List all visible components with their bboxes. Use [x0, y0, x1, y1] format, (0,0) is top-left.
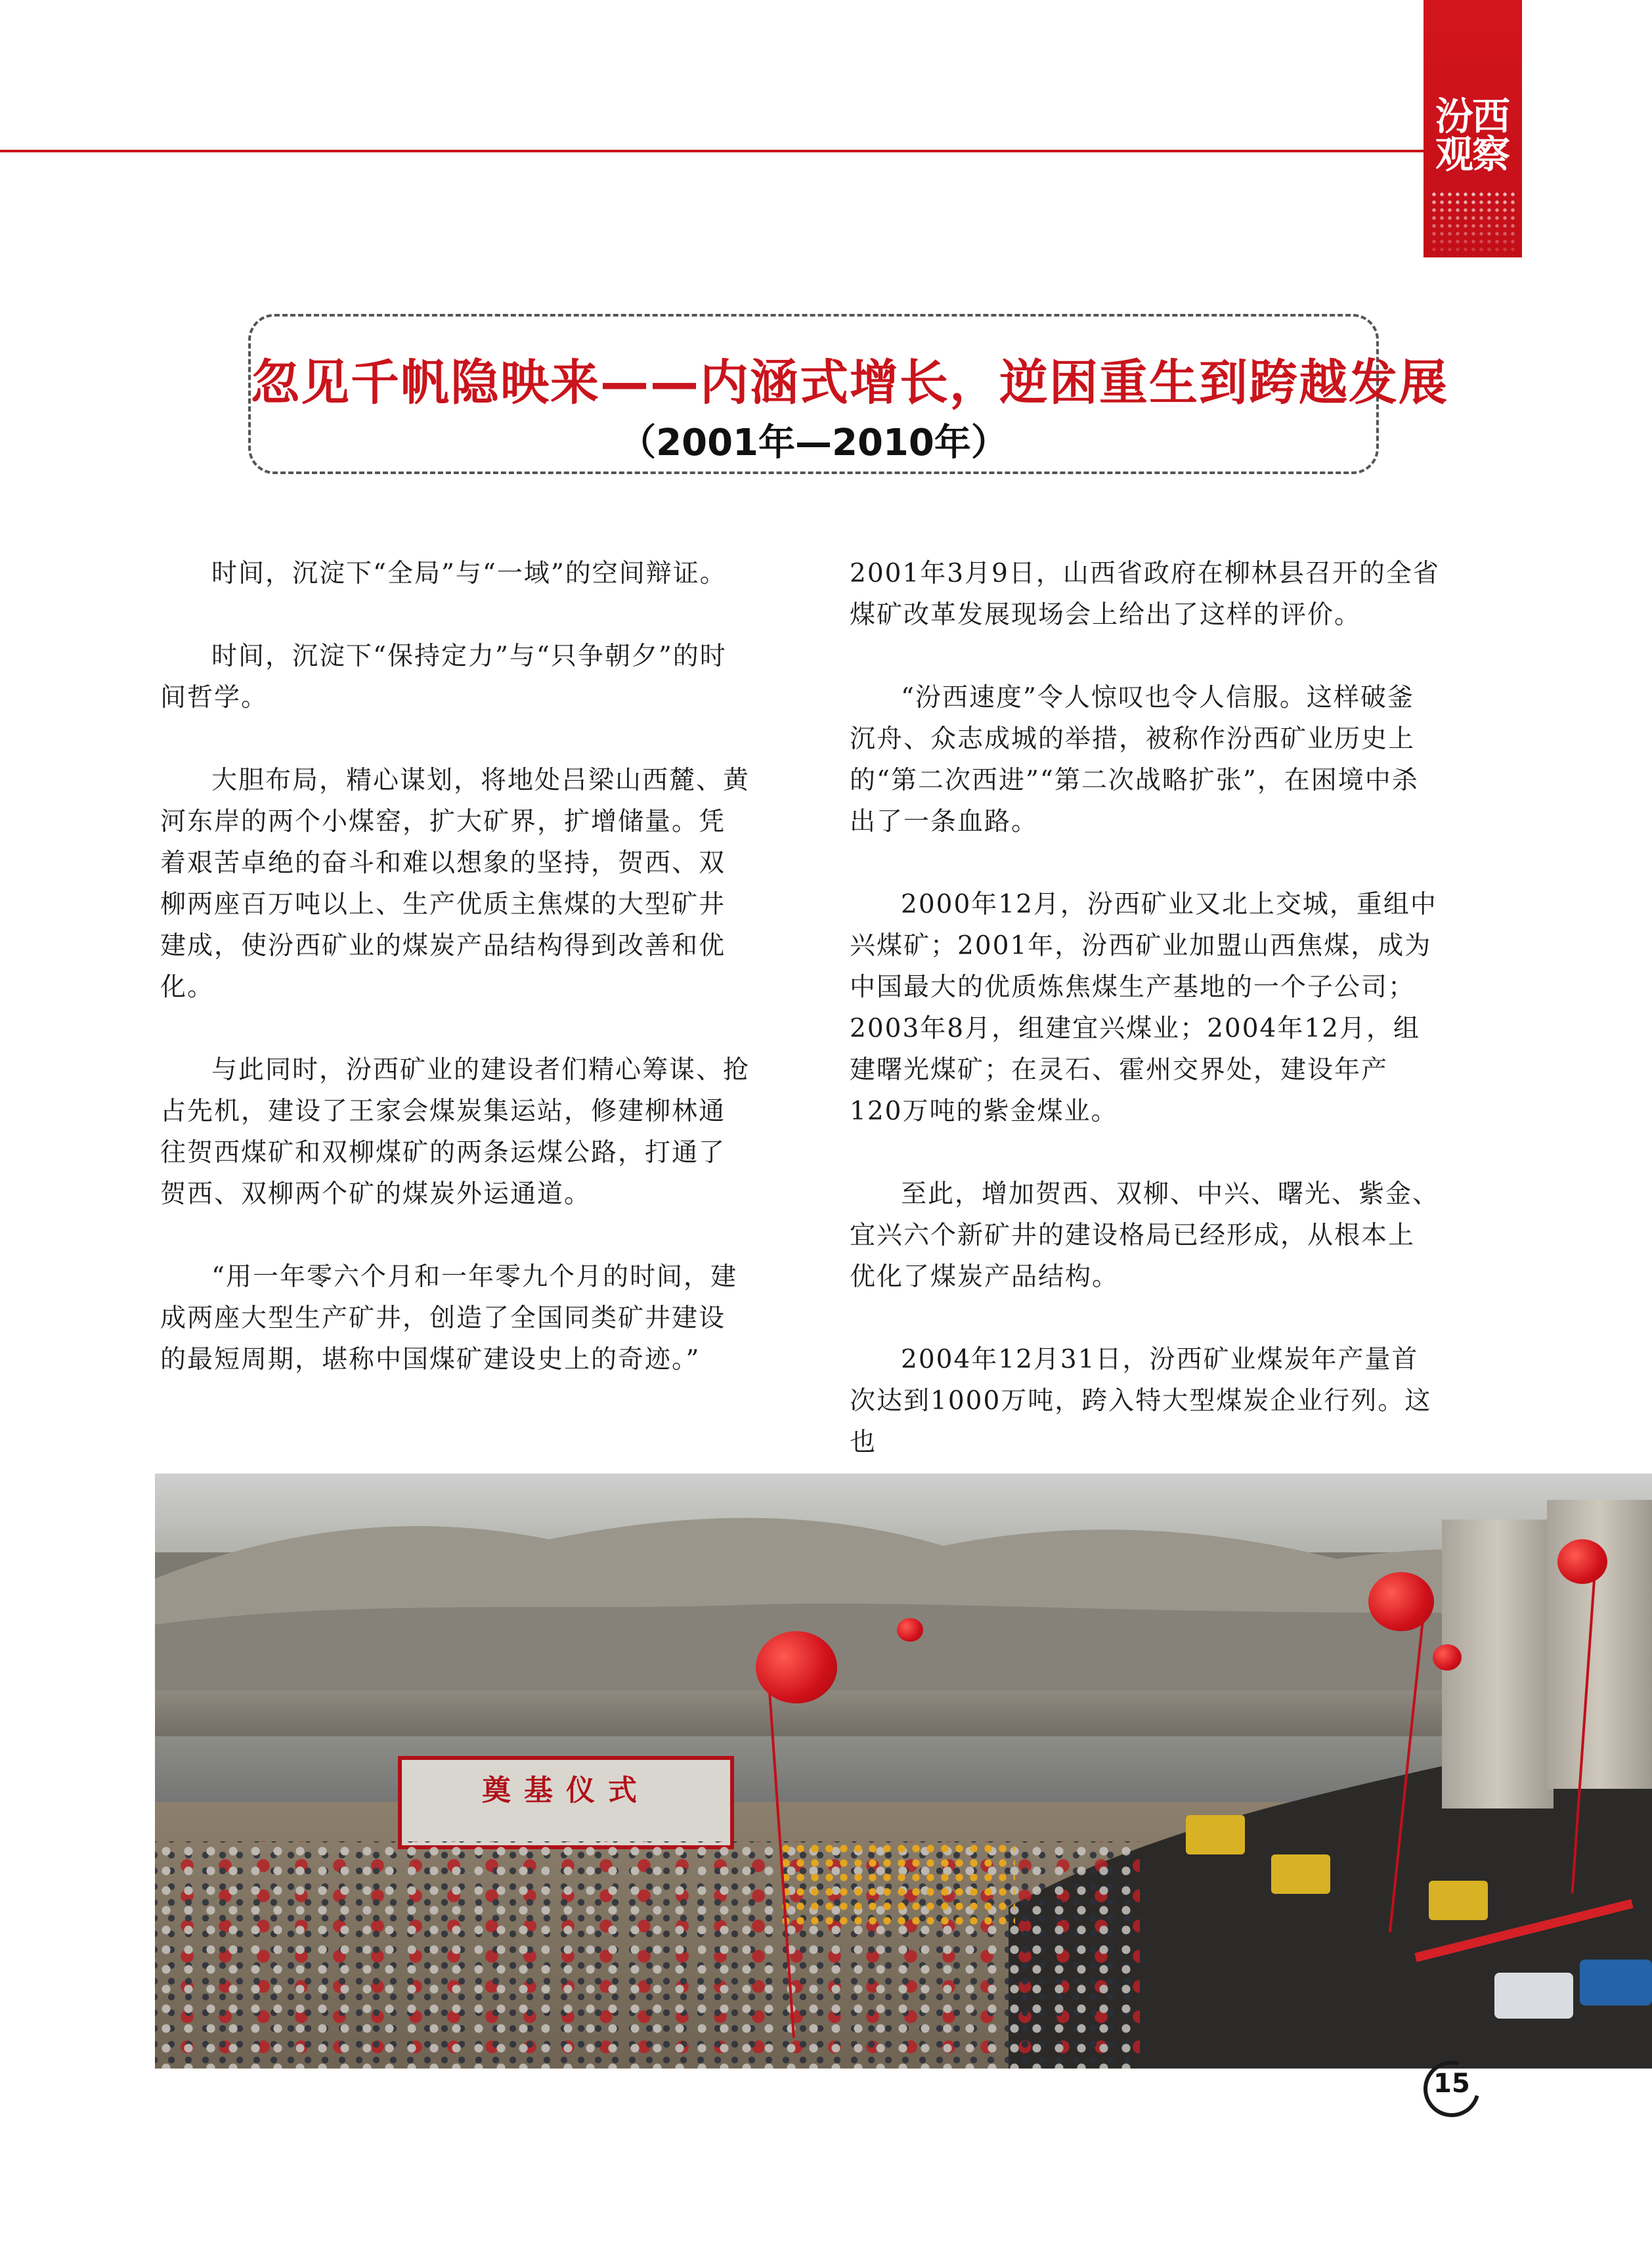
badge-line-1: 汾西 — [1435, 94, 1510, 139]
photo-loader — [1186, 1815, 1245, 1854]
ceremony-banner-text: 奠基仪式 — [482, 1774, 650, 1807]
photo-loader — [1271, 1854, 1330, 1894]
badge-line-2: 观察 — [1435, 132, 1510, 177]
photo-truck — [1494, 1973, 1573, 2019]
red-balloon — [897, 1618, 923, 1642]
red-balloon — [1557, 1539, 1607, 1584]
left-text-column — [160, 553, 751, 1422]
paragraph: 至此，增加贺西、双柳、中兴、曙光、紫金、宜兴六个新矿井的建设格局已经形成，从根本上优化了煤炭产品结构。 — [850, 1179, 1440, 1292]
badge-dot-pattern — [1430, 190, 1517, 256]
red-balloon — [756, 1631, 837, 1703]
paragraph: 时间，沉淀下“全局”与“一域”的空间辩证。 — [211, 559, 727, 588]
paragraph: 2004年12月31日，汾西矿业煤炭年产量首次达到1000万吨，跨入特大型煤炭企业行列。这也 — [850, 1345, 1432, 1457]
paragraph: 大胆布局，精心谋划，将地处吕梁山西麓、黄河东岸的两个小煤窑，扩大矿界，扩增储量。凭着艰苦卓绝的奋斗和难以想象的坚持，贺西、双柳两座百万吨以上、生产优质主焦煤的大型矿井建成，使汾西矿业的煤炭产品结构得到改善和优化。 — [160, 766, 750, 1002]
paragraph: 2001年3月9日，山西省政府在柳林县召开的全省煤矿改革发展现场会上给出了这样的评价。 — [850, 559, 1440, 630]
section-badge — [1424, 0, 1522, 257]
page-number: 15 — [1433, 2069, 1470, 2099]
right-text-column — [850, 553, 1441, 1504]
section-badge-label — [1435, 94, 1514, 177]
red-balloon — [1368, 1572, 1434, 1631]
paragraph: “汾西速度”令人惊叹也令人信服。这样破釜沉舟、众志成城的举措，被称作汾西矿业历史上的“第二次西进”“第二次战略扩张”，在困境中杀出了一条血路。 — [850, 683, 1419, 837]
title-box — [248, 314, 1448, 474]
paragraph: 时间，沉淀下“保持定力”与“只争朝夕”的时间哲学。 — [160, 642, 727, 712]
photo-performers — [779, 1841, 1015, 1927]
paragraph: “用一年零六个月和一年零九个月的时间，建成两座大型生产矿井，创造了全国同类矿井建设的最短周期，堪称中国煤矿建设史上的奇迹。” — [160, 1262, 737, 1374]
photo-truck — [1580, 1960, 1652, 2005]
groundbreaking-ceremony-photo — [155, 1474, 1652, 2069]
ceremony-stage-banner — [398, 1756, 734, 1849]
red-balloon — [1433, 1644, 1462, 1671]
article-subtitle: （2001年—2010年） — [619, 422, 1008, 464]
photo-loader — [1429, 1881, 1488, 1920]
article-title: 忽见千帆隐映来——内涵式增长，逆困重生到跨越发展 — [251, 355, 1448, 411]
header-rule — [0, 150, 1425, 152]
paragraph: 2000年12月，汾西矿业又北上交城，重组中兴煤矿；2001年，汾西矿业加盟山西焦煤，成为中国最大的优质炼焦煤生产基地的一个子公司；2003年8月，组建宜兴煤业；2004年12月，组建曙光煤矿；在灵石、霍州交界处，建设年产120万吨的紫金煤业。 — [850, 890, 1437, 1126]
paragraph: 与此同时，汾西矿业的建设者们精心筹谋、抢占先机，建设了王家会煤炭集运站，修建柳林通往贺西煤矿和双柳煤矿的两条运煤公路，打通了贺西、双柳两个矿的煤炭外运通道。 — [160, 1055, 750, 1209]
photo-silo — [1547, 1500, 1652, 1789]
